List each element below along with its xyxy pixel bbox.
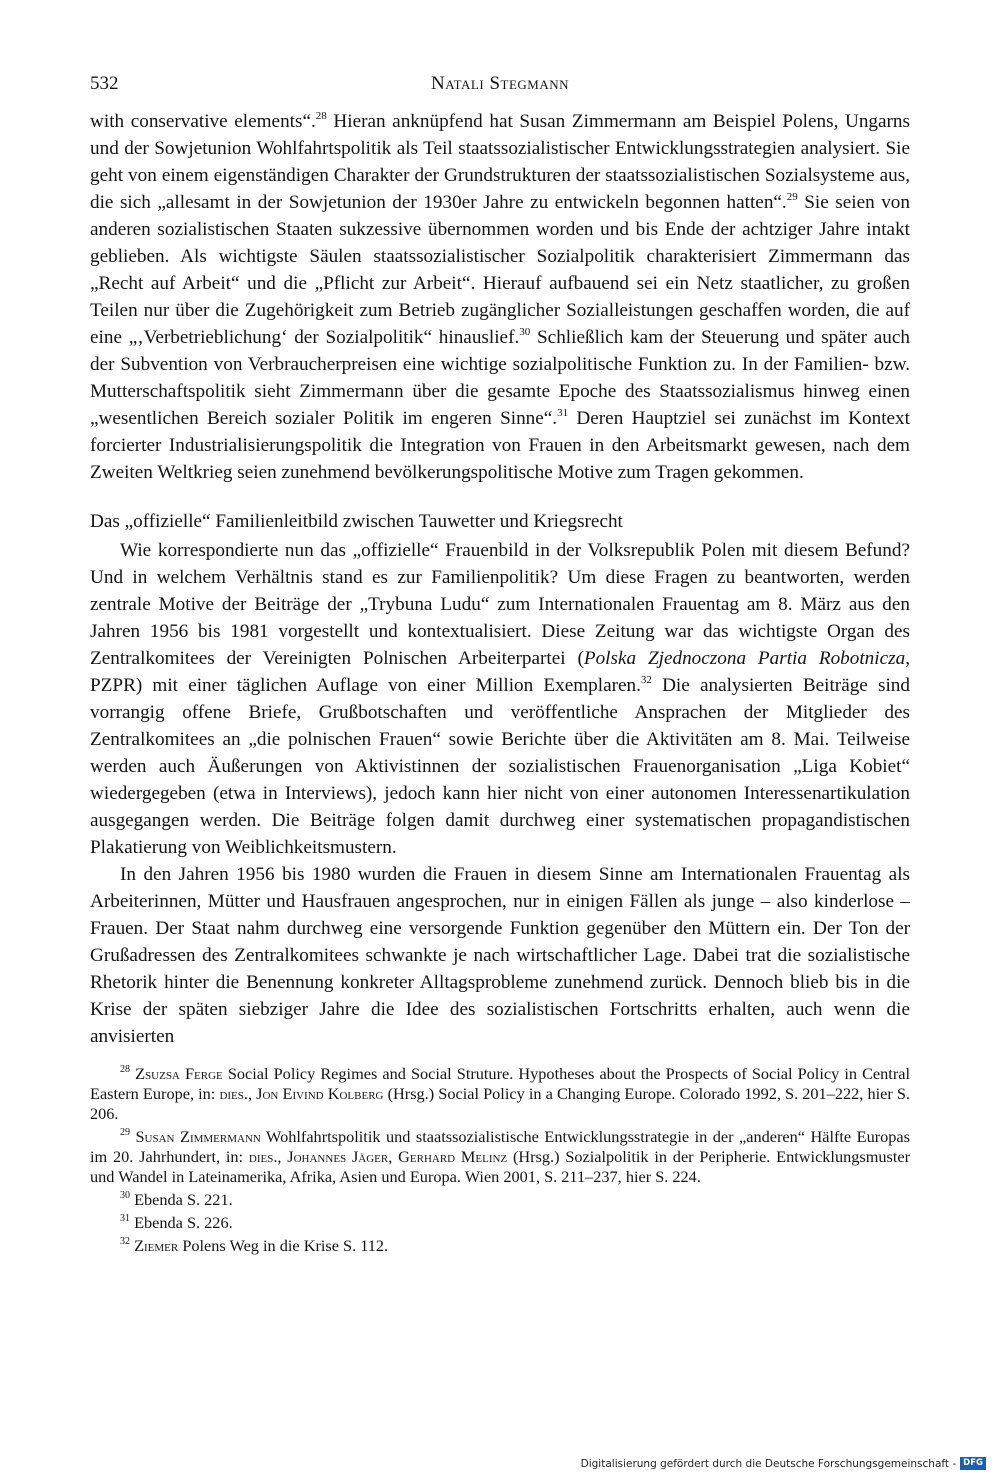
footnote-ref: 28 — [315, 110, 327, 122]
author-name: dies. — [248, 1147, 278, 1166]
footnote — [90, 1190, 910, 1210]
page-number: 532 — [90, 73, 119, 94]
text-run: , PZPR) mit einer täglichen Auflage von einer Million Exemplaren. — [90, 648, 910, 696]
footer-text: Digitalisierung gefördert durch die Deutsche Forschungsgemeinschaft - — [580, 1457, 957, 1470]
running-head: Natali Stegmann — [430, 73, 570, 94]
dfg-logo: DFG — [960, 1457, 986, 1470]
text-run: Wie korrespondierte nun das „offizielle“ Frauenbild in der Volksrepublik Polen mit diesem Befund? Und in welchem Verhältnis stand es zur Familienpolitik? Um diese Fragen zu beantworten, werden zentrale Motive der Beiträge der „Trybuna Ludu“ zum Internationalen Frauentag am 8. März aus den Jahren 1956 bis 1981 vorgestellt und kontextualisiert. Diese Zeitung war das wichtigste Organ des Zentralkomitees der Vereinigten Polnischen Arbeiterpartei ( — [90, 540, 910, 669]
section-heading: Das „offizielle“ Familienleitbild zwischen Tauwetter und Kriegsrecht — [90, 511, 623, 532]
text-run: In den Jahren 1956 bis 1980 wurden die Frauen in diesem Sinne am Internationalen Frauentag als Arbeiterinnen, Mütter und Hausfrauen angesprochen, nur in einigen Fällen als junge – also kinderlose – Frauen. Der Staat nahm durchweg eine versorgende Funktion gegenüber den Müttern ein. Der Ton der Grußadressen des Zentralkomitees schwankte je nach wirtschaftlicher Lage. Dabei trat die sozialistische Rhetorik hinter die Benennung konkreter Alltagsprobleme zunehmend zurück. Dennoch blieb bis in die Krise der späten siebziger Jahre die Idee des sozialistischen Fortschritts erhalten, auch wenn die anvisierten — [90, 864, 910, 1047]
text-run: (Hrsg.) Sozialpolitik in der Peripherie. Entwicklungsmuster und Wandel in Lateinamerika, Afrika, Asien und Europa. Wien 2001, S. 211–237, hier S. 224. — [90, 1147, 911, 1186]
author-name: Susan Zimmermann — [135, 1127, 261, 1146]
text-run: Die analysierten Beiträge sind vorrangig offene Briefe, Grußbotschaften und veröffentliche Ansprachen der Mitglieder des Zentralkomitees an „die polnischen Frauen“ sowie Berichte über die Aktivitäten am 8. Mai. Teilweise werden auch Äußerungen von Aktivistinnen der sozialistischen Frauenorganisation „Liga Kobiet“ wiedergegeben (etwa in Interviews), jedoch kann hier nicht von einer autonomen Interessenartikulation ausgegangen werden. Die Beiträge folgen damit durchweg einer systematischen propagandistischen Plakatierung von Weiblichkeitsmustern. — [90, 675, 910, 858]
text-run: with conservative elements“. — [90, 111, 316, 132]
text-run: (Hrsg.) Social Policy in a Changing Europe. Colorado 1992, S. 201–222, hier S. 206. — [90, 1084, 911, 1123]
author-name: Ziemer — [134, 1236, 179, 1255]
text-run: Sie seien von anderen sozialistischen Staaten sukzessive übernommen worden und bis Ende der achtziger Jahre intakt geblieben. Als wichtigste Säulen staatssozialistischer Sozialpolitik charakterisiert Zimmermann das „Recht auf Arbeit“ und die „Pflicht zur Arbeit“. Hierauf aufbauend sei ein Netz staatlicher, zu großen Teilen nur über die Zugehörigkeit zum Betrieb zugänglicher Sozialleistungen geschaffen worden, die auf eine „‚Verbetrieblichung‘ der Sozialpolitik“ hinauslief. — [90, 192, 910, 348]
text-run: Polens Weg in die Krise S. 112. — [178, 1236, 389, 1255]
author-name: dies. — [219, 1084, 248, 1103]
document-page — [90, 72, 910, 1259]
text-run: Social Policy Regimes and Social Struture. Hypotheses about the Prospects of Social Policy in Central Eastern Europe, in: — [90, 1064, 910, 1103]
footnote-ref: 32 — [640, 674, 652, 686]
footnotes — [90, 1064, 910, 1256]
footnote-ref: 31 — [557, 407, 569, 419]
text-run: Wohlfahrtspolitik und staatssozialistische Entwicklungsstrategie in der „anderen“ Hälfte Europas im 20. Jahrhundert, in: — [90, 1127, 910, 1166]
footnote-ref: 30 — [519, 326, 531, 338]
text-run: Schließlich kam der Steuerung und später auch der Subvention von Verbraucherpreisen eine wichtige sozialpolitische Funktion zu. In der Familien- bzw. Mutterschaftspolitik sieht Zimmermann über die gesamte Epoche des Staatssozialismus hinweg einen „wesentlichen Bereich sozialer Politik im engeren Sinne“. — [90, 327, 910, 429]
paragraph — [90, 537, 910, 861]
digitization-footer — [581, 1457, 986, 1470]
text-run: , — [247, 1084, 257, 1103]
footnote — [90, 1127, 910, 1187]
footnote-number: 29 — [120, 1127, 130, 1138]
author-name: Jon Eivind Kolberg — [256, 1084, 384, 1103]
footnote-ref: 29 — [786, 191, 798, 203]
paragraph — [90, 108, 910, 486]
footnote — [90, 1236, 910, 1256]
page-header — [90, 72, 910, 108]
footnote-number: 30 — [120, 1190, 130, 1201]
footnote — [90, 1064, 910, 1124]
footnote-number: 31 — [120, 1213, 130, 1224]
text-run: , — [277, 1147, 288, 1166]
text-run: Hieran anknüpfend hat Susan Zimmermann am Beispiel Polens, Ungarns und der Sowjetunion Wohlfahrtspolitik als Teil staatssozialistischer Entwicklungsstrategien analysiert. Sie geht von einem eigenständigen Charakter der Grundstrukturen der staatssozialistischen Sozialsysteme aus, die sich „allesamt in der Sowjetunion der 1930er Jahre zu entwickeln begonnen hatten“. — [90, 111, 910, 213]
paragraph — [90, 861, 910, 1050]
author-name: Johannes Jäger — [287, 1147, 389, 1166]
footnote-number: 28 — [120, 1064, 130, 1075]
text-run: Ebenda S. 226. — [134, 1213, 233, 1232]
italic-text: Polska Zjednoczona Partia Robotnicza — [583, 648, 906, 669]
footnote-number: 32 — [120, 1236, 130, 1247]
footnote — [90, 1213, 910, 1233]
text-run: , — [388, 1147, 399, 1166]
author-name: Zsuzsa Ferge — [135, 1064, 223, 1083]
text-run: Ebenda S. 221. — [134, 1190, 233, 1209]
body-text — [90, 108, 910, 1050]
author-name: Gerhard Melinz — [398, 1147, 508, 1166]
text-run: Deren Hauptziel sei zunächst im Kontext forcierter Industrialisierungspolitik die Integration von Frauen in den Arbeitsmarkt gewesen, nach dem Zweiten Weltkrieg seien zunehmend bevölkerungspolitische Motive zum Tragen gekommen. — [90, 408, 910, 483]
